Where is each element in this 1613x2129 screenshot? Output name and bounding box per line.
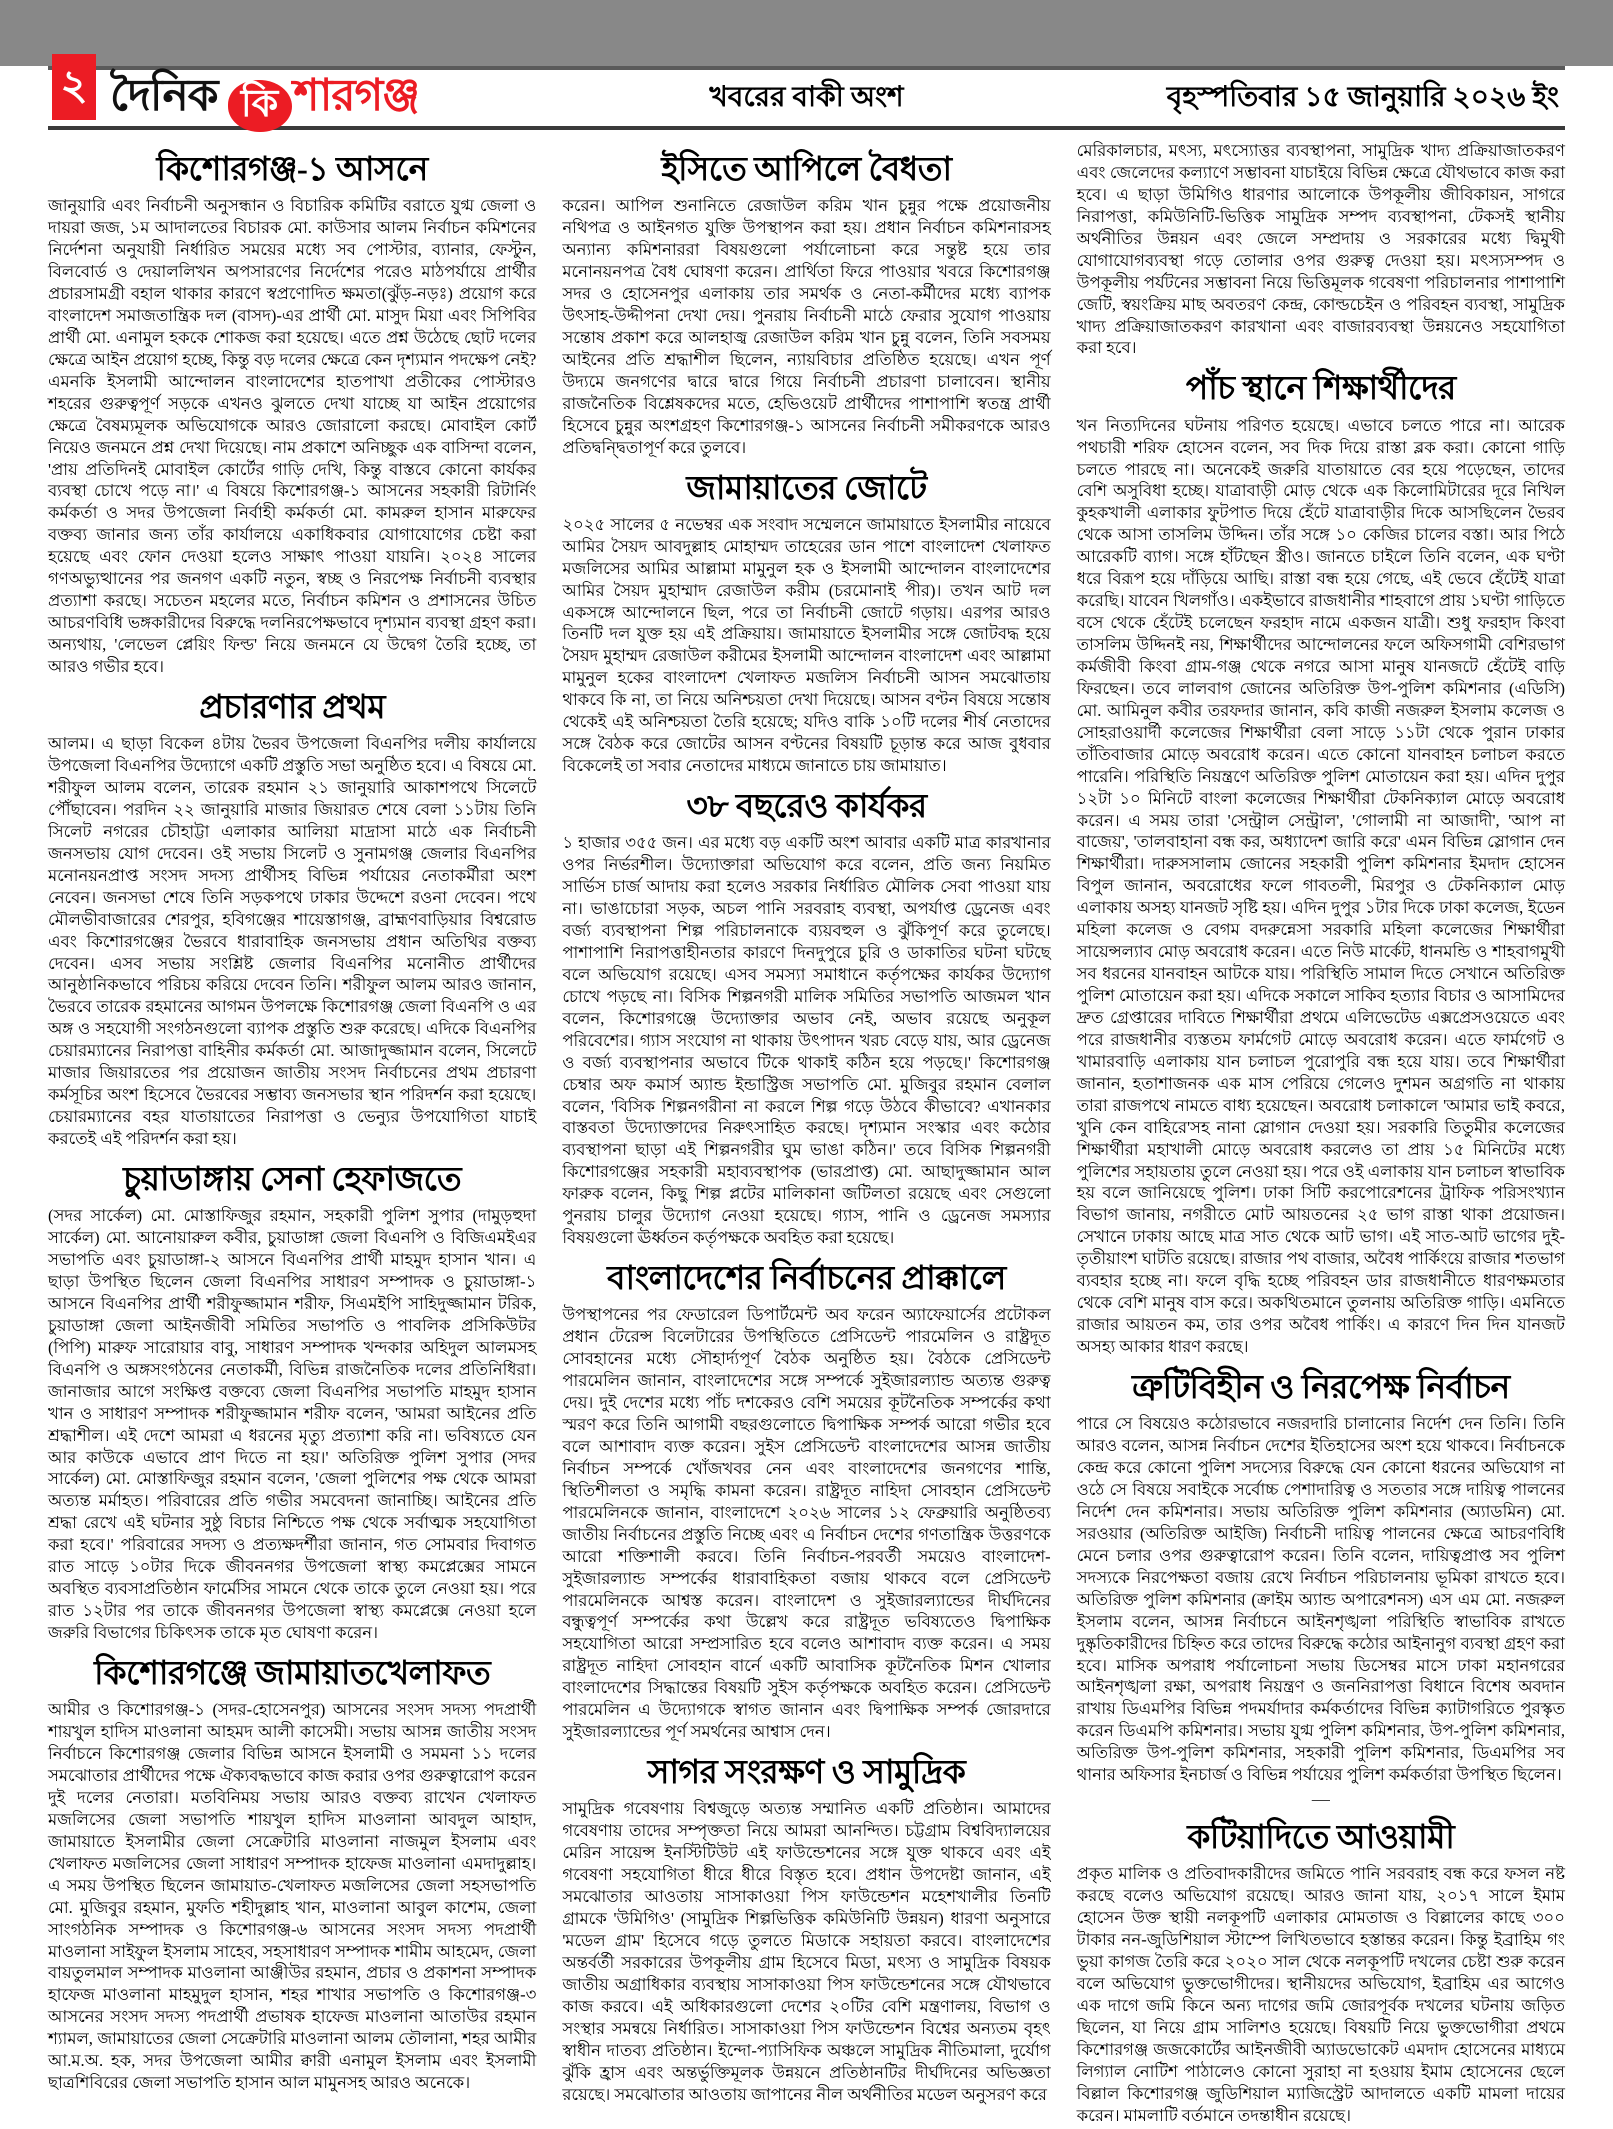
article-paragraph: সামুদ্রিক গবেষণায় বিশ্বজুড়ে অত্যন্ত সম্মানিত একটি প্রতিষ্ঠান। আমাদের গবেষণায় তাদের সম্পৃক্ততা নিয়ে আমরা আনন্দিত। চট্টগ্রাম বিশ্ববিদ্যালয়ের মেরিন সায়েন্স ইনস্টিটিউট এই ফাউন্ডেশনের সঙ্গে যুক্ত থাকবে এবং এই গবেষণা সহযোগিতা ধীরে ধীরে বিস্তৃত হবে। প্রধান উপদেষ্টা জানান, এই সমঝোতার আওতায় সাসাকাওয়া পিস ফাউন্ডেশন মহেশখালীর তিনটি গ্রামকে 'উমিগিও' (সামুদ্রিক শিল্পভিত্তিক কমিউনিটি উন্নয়ন) ধারণা অনুসারে 'মডেল গ্রাম' হিসেবে গড়ে তুলতে মিডাকে সহায়তা করবে। বাংলাদেশের অন্তর্বর্তী সরকারের উপকূলীয় গ্রাম হিসেবে মিডা, মৎস্য ও সামুদ্রিক বিষয়ক জাতীয় অগ্রাধিকার ব্যবস্থায় সাসাকাওয়া পিস ফাউন্ডেশনের সঙ্গে যৌথভাবে কাজ করবে। এই অধিকারগুলো দেশের ২০টির বেশি মন্ত্রণালয়, বিভাগ ও সংস্থার সমন্বয়ে নির্ধারিত। সাসাকাওয়া পিস ফাউন্ডেশন বিশ্বের অন্যতম বৃহৎ স্বাধীন দাতব্য প্রতিষ্ঠান। ইন্দো-প্যাসিফিক অঞ্চলে সামুদ্রিক নীতিমালা, দুর্যোগ ঝুঁকি হ্রাস এবং অন্তর্ভুক্তিমূলক উন্নয়নে প্রতিষ্ঠানটির দীর্ঘদিনের অভিজ্ঞতা রয়েছে। সমঝোতার আওতায় জাপানের নীল অর্থনীতির মডেল অনুসরণ করে (562, 1799, 1051, 2104)
article-paragraph: জানুয়ারি এবং নির্বাচনী অনুসন্ধান ও বিচারিক কমিটির বরাতে যুগ্ম জেলা ও দায়রা জজ, ১ম আদালতের বিচারক মো. কাউসার আলম নির্বাচন কমিশনের নির্দেশনা অনুযায়ী নির্ধারিত সময়ের মধ্যে সব পোস্টার, ব্যানার, ফেস্টুন, বিলবোর্ড ও দেয়াললিখন অপসারণের নির্দেশের পরেও মাঠপর্যায়ে প্রার্থীর প্রচারসামগ্রী বহাল থাকার কারণে স্বপ্রণোদিত ক্ষমতা(ঝুঁড়-নড়ঃ) প্রয়োগ করে বাংলাদেশ সমাজতান্ত্রিক দল (বাসদ)-এর প্রার্থী মো. মাসুদ মিয়া এবং সিপিবির প্রার্থী মো. এনামুল হককে শোকজ করা হয়েছে। এতে প্রশ্ন উঠেছে ছোট দলের ক্ষেত্রে আইন প্রয়োগ হচ্ছে, কিন্তু বড় দলের ক্ষেত্রে কেন দৃশ্যমান পদক্ষেপ নেই? এমনকি ইসলামী আন্দোলন বাংলাদেশের হাতপাখা প্রতীকের পোস্টারও শহরের গুরুত্বপূর্ণ সড়কে এখনও ঝুলতে দেখা যাচ্ছে যা আইন প্রয়োগের ক্ষেত্রে বৈষম্যমূলক অভিযোগকে আরও জোরালো করছে। মোবাইল কোর্ট নিয়েও জনমনে প্রশ্ন দেখা দিয়েছে। নাম প্রকাশে অনিচ্ছুক এক বাসিন্দা বলেন, 'প্রায় প্রতিদিনই মোবাইল কোর্টের গাড়ি দেখি, কিন্তু বাস্তবে কোনো কার্যকর ব্যবস্থা চোখে পড়ে না।' এ বিষয়ে কিশোরগঞ্জ-১ আসনের সহকারী রিটার্নিং কর্মকর্তা ও সদর উপজেলা নির্বাহী কর্মকর্তা মো. কামরুল হাসান মারুফের বক্তব্য জানার জন্য তাঁর কার্যালয়ে একাধিকবার যোগাযোগের চেষ্টা করা হয়েছে এবং ফোন দেওয়া হলেও সাক্ষাৎ পাওয়া যায়নি। ২০২৪ সালের গণঅভ্যুত্থানের পর জনগণ একটি নতুন, স্বচ্ছ ও নিরপেক্ষ নির্বাচনী ব্যবস্থার প্রত্যাশা করছে। সচেতন মহলের মতে, নির্বাচন কমিশন ও প্রশাসনের উচিত আচরণবিধি ভঙ্গকারীদের বিরুদ্ধে দলনিরপেক্ষভাবে দৃশ্যমান ব্যবস্থা গ্রহণ করা। অন্যথায়, 'লেভেল প্লেয়িং ফিল্ড' নিয়ে জনমনে যে উদ্বেগ তৈরি হচ্ছে, তা আরও গভীর হবে। (48, 196, 537, 676)
article-headline: ৩৮ বছরেও কার্যকর (686, 789, 927, 825)
masthead-logo-icon: কি (228, 80, 292, 132)
article-headline: পাঁচ স্থানে শিক্ষার্থীদের (1185, 371, 1456, 408)
article-headline: সাগর সংরক্ষণ ও সামুদ্রিক (647, 1755, 966, 1792)
section-title: খবরের বাকী অংশ (709, 81, 904, 113)
article-paragraph: আমীর ও কিশোরগঞ্জ-১ (সদর-হোসেনপুর) আসনের সংসদ সদস্য পদপ্রার্থী শায়খুল হাদিস মাওলানা আহমদ আলী কাসেমী। সভায় আসন্ন জাতীয় সংসদ নির্বাচনে কিশোরগঞ্জ জেলার বিভিন্ন আসনে ইসলামী ও সমমনা ১১ দলের সমঝোতার প্রার্থীদের পক্ষে ঐক্যবদ্ধভাবে কাজ করার ওপর গুরুত্বারোপ করেন দুই দলের নেতারা। মতবিনিময় সভায় আরও বক্তব্য রাখেন খেলাফত মজলিসের জেলা সভাপতি শায়খুল হাদিস মাওলানা আবদুল আহাদ, জামায়াতে ইসলামীর জেলা সেক্রেটারি মাওলানা নাজমুল ইসলাম এবং খেলাফত মজলিসের জেলা সাধারণ সম্পাদক হাফেজ মাওলানা এমদাদুল্লাহ। এ সময় উপস্থিত ছিলেন জামায়াত-খেলাফত মজলিসের জেলা সহসভাপতি মো. মুজিবুর রহমান, মুফতি শহীদুল্লাহ খান, মাওলানা আবুল কাশেম, জেলা সাংগঠনিক সম্পাদক ও কিশোরগঞ্জ-৬ আসনের সংসদ সদস্য পদপ্রার্থী মাওলানা সাইফুল ইসলাম সাহেব, সহসাধারণ সম্পাদক শামীম আহমেদ, জেলা বায়তুলমাল সম্পাদক মাওলানা আঞ্জীউর রহমান, প্রচার ও প্রকাশনা সম্পাদক হাফেজ মাওলানা মাহমুদুল হাসান, শহর শাখার সভাপতি ও কিশোরগঞ্জ-৩ আসনের সংসদ সদস্য পদপ্রার্থী প্রভাষক হাফেজ মাওলানা আতাউর রহমান শ্যামল, জামায়াতের জেলা সেক্রেটারি মাওলানা আলম তৌলানা, শহর আমীর আ.ম.অ. হক, সদর উপজেলা আমীর ক্বারী এনামুল ইসলাম এবং ইসলামী ছাত্রশিবিরের জেলা সভাপতি হাসান আল মামুনসহ আরও অনেকে। (48, 1700, 537, 2093)
masthead (110, 62, 419, 135)
news-column-1 (48, 140, 537, 2093)
article-headline: কটিয়াদিতে আওয়ামী (1187, 1820, 1455, 1857)
newspaper-page (0, 62, 1613, 2129)
article-headline: কিশোরগঞ্জ-১ আসনে (156, 152, 428, 188)
news-column-2 (562, 140, 1051, 2104)
article-paragraph: ২০২৫ সালের ৫ নভেম্বর এক সংবাদ সম্মেলনে জামায়াতে ইসলামীর নায়েবে আমির সৈয়দ আবদুল্লাহ মোহাম্মদ তাহেরের ডান পাশে বাংলাদেশ খেলাফত মজলিসের আমির আল্লামা মামুনুল হক ও ইসলামী আন্দোলন বাংলাদেশের আমির সৈয়দ মুহাম্মাদ রেজাউল করীম (চরমোনাই পীর)। তখন আট দল একসঙ্গে আন্দোলনে ছিল, পরে তা নির্বাচনী জোটে গড়ায়। এরপর আরও তিনটি দল যুক্ত হয় এই প্রক্রিয়ায়। জামায়াতে ইসলামীর সঙ্গে জোটবদ্ধ হয়ে সৈয়দ মুহাম্মদ রেজাউল করীমের ইসলামী আন্দোলন বাংলাদেশ এবং আল্লামা মামুনুল হকের বাংলাদেশ খেলাফত মজলিস নির্বাচনী আসন সমঝোতায় থাকবে কি না, তা নিয়ে অনিশ্চয়তা দেখা দিয়েছে। আসন বণ্টন বিষয়ে সন্তোষ থেকেই এই অনিশ্চয়তা তৈরি হয়েছে; যদিও বাকি ১০টি দলের শীর্ষ নেতাদের সঙ্গে বৈঠক করে জোটের আসন বণ্টনের বিষয়টি চূড়ান্ত করে আজ বুধবার বিকেলেই তা সবার নেতাদের মাধ্যমে জানাতে চায় জামায়াত। (562, 514, 1051, 776)
page-number: ২ (60, 62, 88, 109)
article-end-mark: — (1311, 1789, 1330, 1810)
article-paragraph: (সদর সার্কেল) মো. মোস্তাফিজুর রহমান, সহকারী পুলিশ সুপার (দামুড়হুদা সার্কেল) মো. আনোয়ারুল কবীর, চুয়াডাঙ্গা জেলা বিএনপি ও বিজিএমইএর সভাপতি এবং চুয়াডাঙ্গা-২ আসনে বিএনপির প্রার্থী মাহমুদ হাসান খান। এ ছাড়া উপস্থিত ছিলেন জেলা বিএনপির সাধারণ সম্পাদক ও চুয়াডাঙ্গা-১ আসনে বিএনপির প্রার্থী শরীফুজ্জামান শরীফ, সিএমইপি সাহিদুজ্জামান টরিক, চুয়াডাঙ্গা জেলা আইনজীবী সমিতির সভাপতি ও পাবলিক প্রসিকিউটর (পিপি) মারুফ সারোয়ার বাবু, সাধারণ সম্পাদক খন্দকার অহিদুল আলমসহ বিএনপি ও অঙ্গসংগঠনের নেতাকর্মী, বিভিন্ন রাজনৈতিক দলের প্রতিনিধিরা। জানাজার আগে সংক্ষিপ্ত বক্তব্যে জেলা বিএনপির সভাপতি মাহমুদ হাসান খান ও সাধারণ সম্পাদক শরীফুজ্জামান শরীফ বলেন, 'আমরা আইনের প্রতি শ্রদ্ধাশীল। এই দেশে আমরা এ ধরনের মৃত্যু প্রত্যাশা করি না। ভবিষ্যতে যেন আর কাউকে এভাবে প্রাণ দিতে না হয়।' অতিরিক্ত পুলিশ সুপার (সদর সার্কেল) মো. মোস্তাফিজুর রহমান বলেন, 'জেলা পুলিশের পক্ষ থেকে আমরা অত্যন্ত মর্মাহত। পরিবারের প্রতি গভীর সমবেদনা জানাচ্ছি। আইনের প্রতি শ্রদ্ধা রেখে এই ঘটনার সুষ্ঠু বিচার নিশ্চিতে পক্ষ থেকে সর্বাত্মক সহযোগিতা করা হবে।' পরিবারের সদস্য ও প্রত্যক্ষদর্শীরা জানান, গত সোমবার দিবাগত রাত সাড়ে ১০টার দিকে জীবননগর উপজেলা স্বাস্থ্য কমপ্লেক্সের সামনে অবস্থিত ব্যবসাপ্রতিষ্ঠান ফার্মেসির সামনে থেকে তাকে তুলে নেওয়া হয়। পরে রাত ১২টার পর তাকে জীবননগর উপজেলা স্বাস্থ্য কমপ্লেক্সে নেওয়া হলে জরুরি বিভাগের চিকিৎসক তাকে মৃত ঘোষণা করেন। (48, 1206, 537, 1642)
article-headline: বাংলাদেশের নির্বাচনের প্রাক্কালে (607, 1261, 1006, 1298)
article-headline: কিশোরগঞ্জে জামায়াতখেলাফত (94, 1655, 491, 1692)
page-header (48, 62, 1565, 130)
article-paragraph: মেরিকালচার, মৎস্য, মৎস্যোত্তর ব্যবস্থাপনা, সামুদ্রিক খাদ্য প্রক্রিয়াজাতকরণ এবং জেলেদের কল্যাণে সম্ভাবনা যাচাইয়ে বিভিন্ন ক্ষেত্রে যৌথভাবে কাজ করা হবে। এ ছাড়া উমিগিও ধারণার আলোকে উপকূলীয় জীবিকায়ন, সাগরে নিরাপত্তা, কমিউনিটি-ভিত্তিক সামুদ্রিক সম্পদ ব্যবস্থাপনা, টেকসই স্থানীয় অর্থনীতির উন্নয়ন এবং জেলে সম্প্রদায় ও সরকারের মধ্যে দ্বিমুখী যোগাযোগব্যবস্থা গড়ে তোলার ওপর গুরুত্ব দেওয়া হয়। মৎস্যসম্পদ ও উপকূলীয় পর্যটনের সম্ভাবনা নিয়ে ভিত্তিমূলক গবেষণা পরিচালনার পাশাপাশি জেটি, স্বয়ংক্রিয় মাছ অবতরণ কেন্দ্র, কোল্ডচেইন ও পরিবহন ব্যবস্থা, সামুদ্রিক খাদ্য প্রক্রিয়াজাতকরণ কারখানা এবং বাজারব্যবস্থা উন্নয়নেও সহযোগিতা করা হবে। (1076, 141, 1565, 358)
article-paragraph: খন নিত্যদিনের ঘটনায় পরিণত হয়েছে। এভাবে চলতে পারে না। আরেক পথচারী শরিফ হোসেন বলেন, সব দিক দিয়ে রাস্তা ব্লক করা। কোনো গাড়ি চলতে পারছে না। অনেকেই জরুরি যাতায়াতে বের হয়ে পড়েছেন, তাদের বেশি অসুবিধা হচ্ছে। যাত্রাবাড়ী মোড় থেকে এক কিলোমিটারের দূরে নিখিল কুহকখালী এলাকার ফুটপাত দিয়ে হেঁটে যাত্রাবাড়ীর দিকে আসছিলেন ভৈরব থেকে আসা তাসলিম উদ্দিন। তাঁর সঙ্গে ১০ কেজির চালের বস্তা। আর পিঠে আরেকটি ব্যাগ। সঙ্গে হাঁটছেন স্ত্রীও। জানতে চাইলে তিনি বলেন, এক ঘণ্টা ধরে বিরূপ হয়ে দাঁড়িয়ে আছি। রাস্তা বন্ধ হয়ে গেছে, এই ভেবে হেঁটেই যাত্রা করেছি। যাবেন খিলগাঁও। একইভাবে রাজধানীর শাহবাগে প্রায় ১ঘণ্টা গাড়িতে বসে থেকে হেঁটেই চলেছেন ফরহাদ নামে একজন যাত্রী। শুধু ফরহাদ কিংবা তাসলিম উদ্দিনই নয়, শিক্ষার্থীদের আন্দোলনের ফলে অফিসগামী বেশিরভাগ কর্মজীবী কিংবা গ্রাম-গঞ্জ থেকে নগরে আসা মানুষ যানজটে হেঁটেই বাড়ি ফিরছেন। তবে লালবাগ জোনের অতিরিক্ত উপ-পুলিশ কমিশনার (এডিসি) মো. আমিনুল কবীর তরফদার জানান, কবি কাজী নজরুল ইসলাম কলেজ ও সোহরাওয়ার্দী কলেজের শিক্ষার্থীরা বেলা সাড়ে ১১টা থেকে পুরান ঢাকার তাঁতিবাজার মোড়ে অবরোধ করেন। এতে কোনো যানবাহন চলাচল করতে পারেনি। পরিস্থিতি নিয়ন্ত্রণে অতিরিক্ত পুলিশ মোতায়েন করা হয়। এদিন দুপুর ১২টা ১০ মিনিটে বাংলা কলেজের শিক্ষার্থীরা টেকনিক্যাল মোড়ে অবরোধ করেন। এ সময় তারা 'সেন্ট্রাল সেন্ট্রাল', 'গোলামী না আজাদী', 'আপ না বাজেয়', 'তালবাহানা বন্ধ কর, অধ্যাদেশ জারি করে' এমন বিভিন্ন স্লোগান দেন শিক্ষার্থীরা। দারুসসালাম জোনের সহকারী পুলিশ কমিশনার ইমদাদ হোসেন বিপুল জানান, অবরোধের ফলে গাবতলী, মিরপুর ও টেকনিক্যাল মোড় এলাকায় অসহ্য যানজট সৃষ্টি হয়। এদিন দুপুর ১টার দিকে ঢাকা কলেজ, ইডেন মহিলা কলেজ ও বেগম বদরুন্নেসা সরকারি মহিলা কলেজের শিক্ষার্থীরা সায়েন্সল্যাব মোড় অবরোধ করেন। এতে নিউ মার্কেট, ধানমন্ডি ও শাহবাগমুখী সব ধরনের যানবাহন আটকে যায়। পরিস্থিতি সামাল দিতে সেখানে অতিরিক্ত পুলিশ মোতায়েন করা হয়। এদিকে সকালে সাকিব হত্যার বিচার ও আসামিদের দ্রুত গ্রেপ্তারের দাবিতে শিক্ষার্থীরা প্রথমে এলিভেটেড এক্সপ্রেসওয়েতে এবং পরে রাজধানীর ব্যস্ততম ফার্মগেট মোড়ে অবরোধ করেন। এতে ফার্মগেট ও খামারবাড়ি এলাকায় যান চলাচল পুরোপুরি বন্ধ হয়ে যায়। তবে শিক্ষার্থীরা জানান, হতাশাজনক এক মাস পেরিয়ে গেলেও দুশমন অগ্রগতি না থাকায় তারা রাজপথে নামতে বাধ্য হয়েছেন। অবরোধ চলাকালে 'আমার ভাই কবরে, খুনি কেন বাহিরে'সহ নানা স্লোগান দেওয়া হয়। সরকারি তিতুমীর কলেজের শিক্ষার্থীরা মহাখালী মোড়ে অবরোধ করলেও তা প্রায় ১৫ মিনিটের মধ্যে পুলিশের সহায়তায় তুলে নেওয়া হয়। পরে ওই এলাকায় যান চলাচল স্বাভাবিক হয় বলে জানিয়েছে পুলিশ। ঢাকা সিটি করপোরেশনের ট্রাফিক পরিসংখ্যান বিভাগ জানায়, নগরীতে মোট আয়তনের ২৫ ভাগ রাস্তা থাকা প্রয়োজন। সেখানে ঢাকায় আছে মাত্র সাত থেকে আট ভাগ। এই সাত-আট ভাগের দুই-তৃতীয়াংশ ঘাটতি রয়েছে। রাজার পথ বাজার, অবৈধ পার্কিংয়ে রাজার শতভাগ ব্যবহার হচ্ছে না। ফলে বৃদ্ধি হচ্ছে পরিবহন ডার রাজধানীতে ধারণক্ষমতার থেকে বেশি মানুষ বাস করে। অকথিতমানে তুলনায় অতিরিক্ত গাড়ি। এমনিতে রাজার আয়তন কম, তার ওপর অবৈধ পার্কিং। এ কারণে দিন দিন যানজট অসহ্য আকার ধারণ করছে। (1076, 415, 1565, 1356)
article-paragraph: আলম। এ ছাড়া বিকেল ৪টায় ভৈরব উপজেলা বিএনপির দলীয় কার্যালয়ে উপজেলা বিএনপির উদ্যোগে একটি প্রস্তুতি সভা অনুষ্ঠিত হবে। এ বিষয়ে মো. শরীফুল আলম বলেন, তারেক রহমান ২১ জানুয়ারি আকাশপথে সিলেটে পৌঁছাবেন। পরদিন ২২ জানুয়ারি মাজার জিয়ারত শেষে বেলা ১১টায় তিনি সিলেট নগরের চৌহাট্টা এলাকার আলিয়া মাদ্রাসা মাঠে এক নির্বাচনী জনসভায় যোগ দেবেন। ওই সভায় সিলেট ও সুনামগঞ্জ জেলার বিএনপির মনোনয়নপ্রাপ্ত সংসদ সদস্য প্রার্থীসহ বিভিন্ন পর্যায়ের নেতাকর্মীরা অংশ নেবেন। জনসভা শেষে তিনি সড়কপথে ঢাকার উদ্দেশে রওনা দেবেন। পথে মৌলভীবাজারের শেরপুর, হবিগঞ্জের শায়েস্তাগঞ্জ, ব্রাহ্মণবাড়িয়ার বিশ্বরোড এবং কিশোরগঞ্জের ভৈরবে ধারাবাহিক জনসভায় প্রধান অতিথির বক্তব্য দেবেন। এসব সভায় সংশ্লিষ্ট জেলার বিএনপির মনোনীত প্রার্থীদের আনুষ্ঠানিকভাবে পরিচয় করিয়ে দেবেন তিনি। শরীফুল আলম আরও জানান, ভৈরবে তারেক রহমানের আগমন উপলক্ষে কিশোরগঞ্জ জেলা বিএনপি ও এর অঙ্গ ও সহযোগী সংগঠনগুলো ব্যাপক প্রস্তুতি শুরু করেছে। এদিকে বিএনপির চেয়ারম্যানের নিরাপত্তা বাহিনীর কর্মকর্তা মো. আজাদুজ্জামান বলেন, সিলেটে মাজার জিয়ারতের পর প্রয়োজন জাতীয় সংসদ নির্বাচনের প্রথম প্রচারণা কর্মসূচির অংশ হিসেবে ভৈরবের সম্ভাব্য জনসভার স্থান পরিদর্শন করা হয়েছে। চেয়ারম্যানের বহর যাতায়াতের নিরাপত্তা ও ভেন্যুর উপযোগিতা যাচাই করতেই এই পরিদর্শন করা হয়। (48, 734, 537, 1148)
article-paragraph: প্রকৃত মালিক ও প্রতিবাদকারীদের জমিতে পানি সরবরাহ বন্ধ করে ফসল নষ্ট করছে বলেও অভিযোগ রয়েছে। আরও জানা যায়, ২০১৭ সালে ইমাম হোসেন উক্ত স্থায়ী নলকূপটি এলাকার মোমতাজ ও বিল্লালের কাছে ৩০০ টাকার নন-জুডিশিয়াল স্টাম্পে লিখিতভাবে হস্তান্তর করেন। কিন্তু ইব্রাহিম গং ভুয়া কাগজ তৈরি করে ২০২০ সাল থেকে নলকূপটি দখলের চেষ্টা শুরু করেন বলে অভিযোগ ভুক্তভোগীদের। স্থানীয়দের অভিযোগ, ইব্রাহিম এর আগেও এক দাগে জমি কিনে অন্য দাগের জমি জোরপূর্বক দখলের ঘটনায় জড়িত ছিলেন, যা নিয়ে গ্রাম সালিশও হয়েছে। বিষয়টি নিয়ে ভুক্তভোগীরা প্রথমে কিশোরগঞ্জ জজকোর্টের আইনজীবী অ্যাডভোকেট এমদাদ হোসেনের মাধ্যমে লিগ্যাল নোটিশ পাঠালেও কোনো সুরাহা না হওয়ায় ইমাম হোসেনের ছেলে বিল্লাল কিশোরগঞ্জ জুডিশিয়াল ম্যাজিস্ট্রেট আদালতে একটি মামলা দায়ের করেন। মামলাটি বর্তমানে তদন্তাধীন রয়েছে। (1076, 1864, 1565, 2125)
page-number-badge (52, 54, 96, 120)
article-headline: ত্রুটিবিহীন ও নিরপেক্ষ নির্বাচন (1131, 1369, 1510, 1406)
article-paragraph: ১ হাজার ৩৫৫ জন। এর মধ্যে বড় একটি অংশ আবার একটি মাত্র কারখানার ওপর নির্ভরশীল। উদ্যোক্তারা অভিযোগ করে বলেন, প্রতি জন্য নিয়মিত সার্ভিস চার্জ আদায় করা হলেও সরকার নির্ধারিত মৌলিক সেবা পাওয়া যায় না। ভাঙাচোরা সড়ক, অচল পানি সরবরাহ ব্যবস্থা, অপর্যাপ্ত ড্রেনেজ এবং বর্জ্য ব্যবস্থাপনা শিল্প পরিচালনাকে ব্যয়বহুল ও ঝুঁকিপূর্ণ করে তুলেছে। পাশাপাশি নিরাপত্তাহীনতার কারণে দিনদুপুরে চুরি ও ডাকাতির ঘটনা ঘটছে বলে অভিযোগ রয়েছে। এসব সমস্যা সমাধানে কর্তৃপক্ষের কার্যকর উদ্যোগ চোখে পড়ছে না। বিসিক শিল্পনগরী মালিক সমিতির সভাপতি আজমল খান বলেন, কিশোরগঞ্জে উদ্যোক্তার অভাব নেই, অভাব রয়েছে অনুকূল পরিবেশের। গ্যাস সংযোগ না থাকায় উৎপাদন খরচ বেড়ে যায়, আর ড্রেনেজ ও বর্জ্য ব্যবস্থাপনার অভাবে টিকে থাকাই কঠিন হয়ে পড়ছে।' কিশোরগঞ্জ চেম্বার অফ কমার্স অ্যান্ড ইন্ডাস্ট্রিজ সভাপতি মো. মুজিবুর রহমান বেলাল বলেন, 'বিসিক শিল্পনগরীনা না করলে শিল্প গড়ে উঠবে কীভাবে? এখানকার বাস্তবতা উদ্যোক্তাদের নিরুৎসাহিত করছে। দৃশ্যমান সংস্কার এবং কঠোর ব্যবস্থাপনা ছাড়া এই শিল্পনগরীর ঘুম ভাঙা কঠিন।' তবে বিসিক শিল্পনগরী কিশোরগঞ্জের সহকারী মহাব্যবস্থাপক (ভারপ্রাপ্ত) মো. আছাদুজ্জামান আল ফারুক বলেন, কিছু শিল্প প্লটের মালিকানা জটিলতা রয়েছে এবং সেগুলো পুনরায় চালুর উদ্যোগ নেওয়া হয়েছে। গ্যাস, পানি ও ড্রেনেজ সমস্যার বিষয়গুলো ঊর্ধ্বতন কর্তৃপক্ষকে অবহিত করা হয়েছে। (562, 833, 1051, 1248)
article-paragraph: উপস্থাপনের পর ফেডারেল ডিপার্টমেন্ট অব ফরেন অ্যাফেয়ার্সের প্রটোকল প্রধান টেরেন্স বিলেটারের উপস্থিতিতে প্রেসিডেন্ট পারমেলিন ও রাষ্ট্রদূত সোবহানের মধ্যে সৌহার্দ্যপূর্ণ বৈঠক অনুষ্ঠিত হয়। বৈঠকে প্রেসিডেন্ট পারমেলিন জানান, বাংলাদেশের সঙ্গে সম্পর্কে সুইজারল্যান্ড অত্যন্ত গুরুত্ব দেয়। দুই দেশের মধ্যে পাঁচ দশকেরও বেশি সময়ের কূটনৈতিক সম্পর্কের কথা স্মরণ করে তিনি আগামী বছরগুলোতে দ্বিপাক্ষিক সম্পর্ক আরো গভীর হবে বলে আশাবাদ ব্যক্ত করেন। সুইস প্রেসিডেন্ট বাংলাদেশের আসন্ন জাতীয় নির্বাচন সম্পর্কে খোঁজখবর নেন এবং বাংলাদেশের জনগণের শান্তি, স্থিতিশীলতা ও সমৃদ্ধি কামনা করেন। রাষ্ট্রদূত নাহিদা সোবহান প্রেসিডেন্ট পারমেলিনকে জানান, বাংলাদেশে ২০২৬ সালের ১২ ফেব্রুয়ারি অনুষ্ঠিতব্য জাতীয় নির্বাচনের প্রস্তুতি নিচ্ছে এবং এ নির্বাচন দেশের গণতান্ত্রিক উত্তরণকে আরো শক্তিশালী করবে। তিনি নির্বাচন-পরবর্তী সময়েও বাংলাদেশ-সুইজারল্যান্ড সম্পর্কের ধারাবাহিকতা বজায় থাকবে বলে প্রেসিডেন্ট পারমেলিনকে আশ্বস্ত করেন। বাংলাদেশ ও সুইজারল্যান্ডের দীর্ঘদিনের বন্ধুত্বপূর্ণ সম্পর্কের কথা উল্লেখ করে রাষ্ট্রদূত ভবিষ্যতেও দ্বিপাক্ষিক সহযোগিতা আরো সম্প্রসারিত হবে বলেও আশাবাদ ব্যক্ত করেন। এ সময় রাষ্ট্রদূত নাহিদা সোবহান বার্নে একটি আবাসিক কূটনৈতিক মিশন খোলার বাংলাদেশের সিদ্ধান্তের বিষয়টি সুইস কর্তৃপক্ষকে অবহিত করেন। প্রেসিডেন্ট পারমেলিন এ উদ্যোগকে স্বাগত জানান এবং দ্বিপাক্ষিক সম্পর্ক জোরদারে সুইজারল্যান্ডের পূর্ণ সমর্থনের আশ্বাস দেন। (562, 1305, 1051, 1742)
article-paragraph: পারে সে বিষয়েও কঠোরভাবে নজরদারি চালানোর নির্দেশ দেন তিনি। তিনি আরও বলেন, আসন্ন নির্বাচন দেশের ইতিহাসের অংশ হয়ে থাকবে। নির্বাচনকে কেন্দ্র করে কোনো পুলিশ সদস্যের বিরুদ্ধে যেন কোনো ধরনের অভিযোগ না ওঠে সে বিষয়ে সবাইকে সর্বোচ্চ পেশাদারিত্ব ও সততার সঙ্গে দায়িত্ব পালনের নির্দেশ দেন কমিশনার। সভায় অতিরিক্ত পুলিশ কমিশনার (অ্যাডমিন) মো. সরওয়ার (অতিরিক্ত আইজি) নির্বাচনী দায়িত্ব পালনের ক্ষেত্রে আচরণবিধি মেনে চলার ওপর গুরুত্বারোপ করেন। তিনি বলেন, দায়িত্বপ্রাপ্ত সব পুলিশ সদস্যকে নিরপেক্ষতা বজায় রেখে নির্বাচন পরিচালনায় ভূমিকা রাখতে হবে। অতিরিক্ত পুলিশ কমিশনার (ক্রাইম অ্যান্ড অপারেশনস) এস এম মো. নজরুল ইসলাম বলেন, আসন্ন নির্বাচনে আইনশৃঙ্খলা পরিস্থিতি স্বাভাবিক রাখতে দুষ্কৃতিকারীদের চিহ্নিত করে তাদের বিরুদ্ধে কঠোর আইনানুগ ব্যবস্থা গ্রহণ করা হবে। মাসিক অপরাধ পর্যালোচনা সভায় ডিসেম্বর মাসে ঢাকা মহানগরের আইনশৃঙ্খলা রক্ষা, অপরাধ নিয়ন্ত্রণ ও জননিরাপত্তা বিধানে বিশেষ অবদান রাখায় ডিএমপির বিভিন্ন পদমর্যাদার কর্মকর্তাদের বিভিন্ন ক্যাটাগরিতে পুরস্কৃত করেন ডিএমপি কমিশনার। সভায় যুগ্ম পুলিশ কমিশনার, উপ-পুলিশ কমিশনার, অতিরিক্ত উপ-পুলিশ কমিশনার, সহকারী পুলিশ কমিশনার, ডিএমপির সব থানার অফিসার ইনচার্জ ও বিভিন্ন পর্যায়ের পুলিশ কর্মকর্তারা উপস্থিত ছিলেন। (1076, 1414, 1565, 1785)
date-line: বৃহস্পতিবার ১৫ জানুয়ারি ২০২৬ ইং (1166, 81, 1559, 113)
article-headline: প্রচারণার প্রথম (199, 689, 386, 726)
articles-area (0, 130, 1613, 2125)
article-headline: ইসিতে আপিলে বৈধতা (661, 152, 952, 188)
article-headline: জামায়াতের জোটে (686, 470, 927, 507)
article-paragraph: করেন। আপিল শুনানিতে রেজাউল করিম খান চুন্নুর পক্ষে প্রয়োজনীয় নথিপত্র ও আইনগত যুক্তি উপস্থাপন করা হয়। প্রধান নির্বাচন কমিশনারসহ অন্যান্য কমিশনাররা বিষয়গুলো পর্যালোচনা করে সন্তুষ্ট হয়ে তার মনোনয়নপত্র বৈধ ঘোষণা করেন। প্রার্থিতা ফিরে পাওয়ার খবরে কিশোরগঞ্জ সদর ও হোসেনপুর এলাকায় তার সমর্থক ও নেতা-কর্মীদের মধ্যে ব্যাপক উৎসাহ-উদ্দীপনা দেখা দেয়। পুনরায় নির্বাচনী মাঠে ফেরার সুযোগ পাওয়ায় সন্তোষ প্রকাশ করে আলহাজ্ব রেজাউল করিম খান চুন্নু বলেন, তিনি সবসময় আইনের প্রতি শ্রদ্ধাশীল ছিলেন, ন্যায়বিচার প্রতিষ্ঠিত হয়েছে। এখন পূর্ণ উদ্যমে জনগণের দ্বারে দ্বারে গিয়ে নির্বাচনী প্রচারণা চালাবেন। স্থানীয় রাজনৈতিক বিশ্লেষকদের মতে, হেভিওয়েট প্রার্থীদের পাশাপাশি স্বতন্ত্র প্রার্থী হিসেবে চুন্নুর অংশগ্রহণ কিশোরগঞ্জ-১ আসনের নির্বাচনী সমীকরণকে আরও প্রতিদ্বন্দ্বিতাপূর্ণ করে তুলবে। (562, 196, 1051, 457)
news-column-3 (1076, 140, 1565, 2125)
masthead-prefix: দৈনিক (110, 70, 218, 120)
masthead-name: শারগঞ্জ (293, 70, 419, 120)
article-headline: চুয়াডাঙ্গায় সেনা হেফাজতে (123, 1161, 462, 1198)
